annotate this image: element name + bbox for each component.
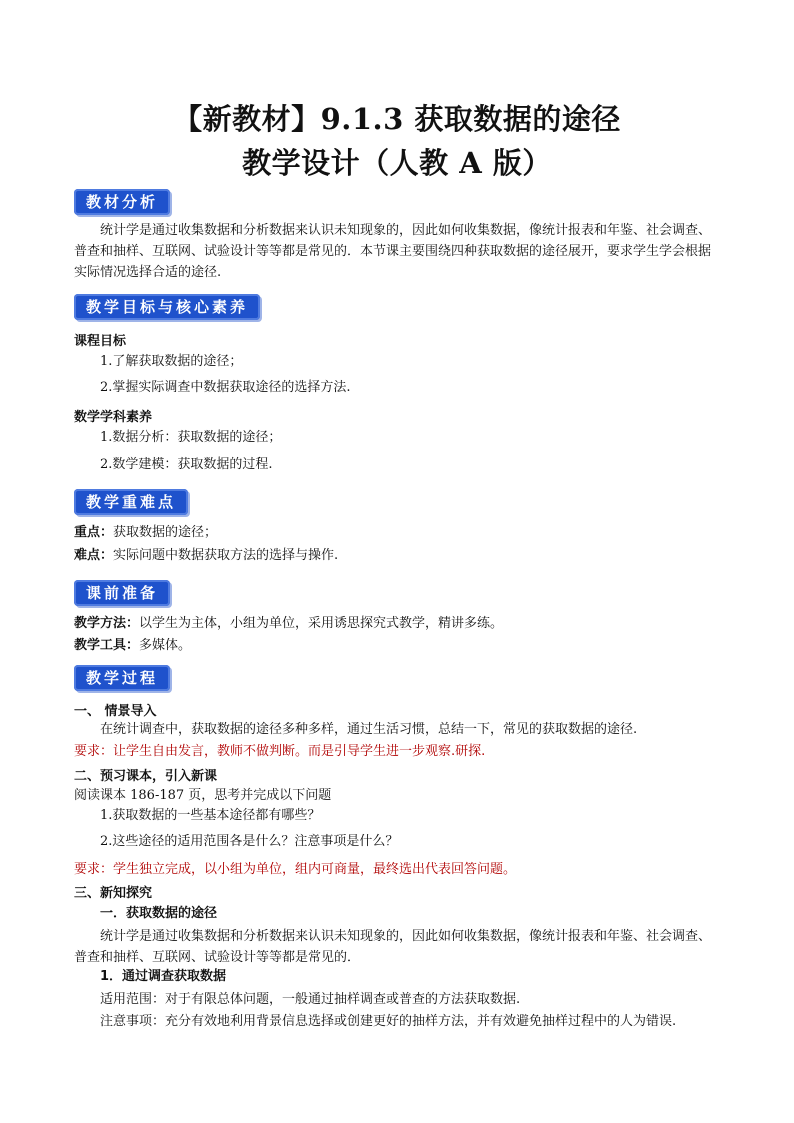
- section-tag-key: 教学重难点: [74, 489, 188, 515]
- doc-title-line2: 教学设计（人教 A 版）: [242, 146, 552, 180]
- focus-text: 获取数据的途径；: [113, 525, 218, 540]
- notes-text: 注意事项：充分有效地利用背景信息选择或创建更好的抽样方法，并有效避免抽样过程中的人为错误.: [100, 1014, 677, 1029]
- preview-question: 1.获取数据的一些基本途径都有哪些？: [100, 808, 321, 823]
- preview-text: 阅读课本 186-187 页，思考并完成以下问题: [74, 788, 332, 803]
- material-paragraph: 统计学是通过收集数据和分析数据来认识未知现象的，因此如何收集数据，像统计报表和年鉴、社会调查、普查和抽样、互联网、试验设计等等都是常见的．本节课主要围绕四种获取数据的途径展开，要求学生学会根据实际情况选择合适的途径.: [74, 223, 712, 280]
- difficulty-label: 难点：: [74, 548, 114, 563]
- section-tag-process: 教学过程: [74, 665, 170, 691]
- focus-label: 重点：: [74, 525, 114, 540]
- section-tag-prep: 课前准备: [74, 580, 170, 606]
- section-tag-goals: 教学目标与核心素养: [74, 294, 260, 320]
- tool-label: 教学工具：: [74, 638, 140, 653]
- difficulty-line: [74, 546, 338, 566]
- method-label: 教学方法：: [74, 616, 140, 631]
- preview-requirement: 要求：学生独立完成，以小组为单位，组内可商量，最终选出代表回答问题。: [74, 862, 517, 877]
- new-knowledge-heading: 三、新知探究: [74, 886, 153, 901]
- scene-requirement: 要求：让学生自由发言，教师不做判断。而是引导学生进一步观察.研探.: [74, 744, 486, 759]
- preview-question: 2.这些途径的适用范围各是什么？注意事项是什么？: [100, 834, 399, 849]
- scene-text: 在统计调查中，获取数据的途径多种多样，通过生活习惯，总结一下，常见的获取数据的途径.: [100, 722, 638, 737]
- item-survey-data: 1．通过调查获取数据: [100, 969, 227, 984]
- section-tag-material: 教材分析: [74, 189, 170, 215]
- literacy-item: 1.数据分析：获取数据的途径；: [100, 430, 282, 445]
- tool-text: 多媒体。: [139, 638, 192, 653]
- tool-line: [74, 636, 191, 656]
- literacy-item: 2.数学建模：获取数据的过程.: [100, 457, 273, 472]
- subheading-data-ways: 一．获取数据的途径: [100, 906, 218, 921]
- course-goals-heading: 课程目标: [74, 334, 127, 349]
- doc-title-line1: 【新教材】9.1.3 获取数据的途径: [173, 102, 621, 136]
- focus-line: [74, 523, 217, 543]
- scope-text: 适用范围：对于有限总体问题，一般通过抽样调查或普查的方法获取数据.: [100, 992, 521, 1007]
- course-goal-item: 1.了解获取数据的途径；: [100, 354, 243, 369]
- scene-heading: 一、 情景导入: [74, 704, 157, 719]
- method-line: [74, 614, 503, 634]
- method-text: 以学生为主体，小组为单位，采用诱思探究式教学，精讲多练。: [139, 616, 504, 631]
- preview-heading: 二、预习课本，引入新课: [74, 769, 218, 784]
- new-knowledge-paragraph: 统计学是通过收集数据和分析数据来认识未知现象的，因此如何收集数据，像统计报表和年鉴、社会调查、普查和抽样、互联网、试验设计等等都是常见的．: [74, 929, 712, 965]
- difficulty-text: 实际问题中数据获取方法的选择与操作.: [113, 548, 339, 563]
- course-goal-item: 2.掌握实际调查中数据获取途径的选择方法.: [100, 380, 351, 395]
- literacy-heading: 数学学科素养: [74, 410, 153, 425]
